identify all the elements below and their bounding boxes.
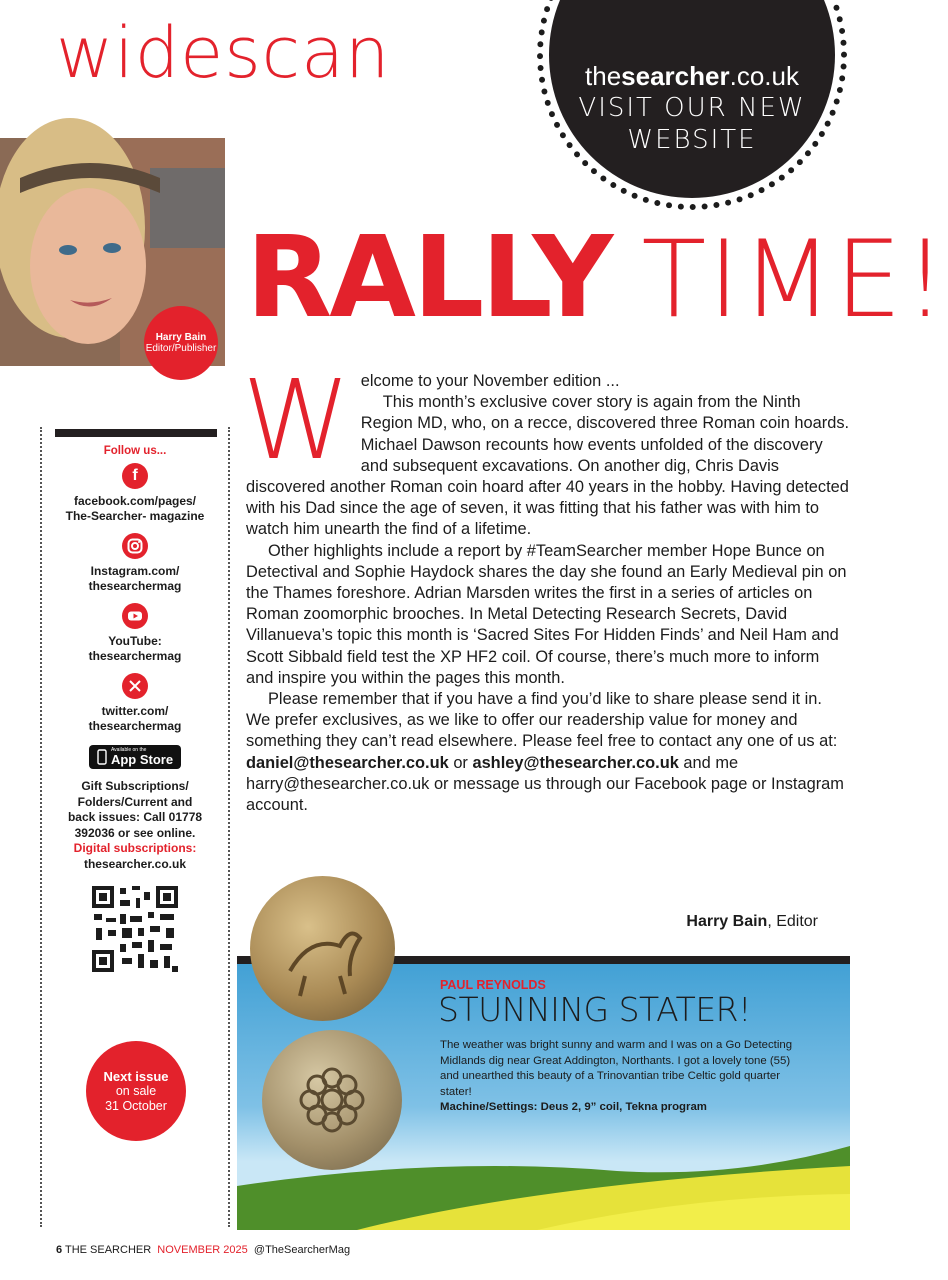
next-issue-badge: [86, 1041, 186, 1141]
feature-settings: Machine/Settings: Deus 2, 9” coil, Tekna program: [440, 1101, 707, 1114]
article-paragraph-2: This month’s exclusive cover story is again from the Ninth Region MD, who, on a recce, discovered three Roman coin hoards. Michael Dawson recounts how events unfolded of the discovery and subsequent excavations. On another dig, Chris Davis discovered another Roman coin hoard after 40 years in the hobby. Having detected with his Dad since the age of seven, it was fitting that his father was with him to watch him unearth the find of a lifetime.: [246, 393, 850, 539]
promo-line-1: VISIT OUR NEW: [578, 93, 806, 123]
twitter-link[interactable]: twitter.com/ thesearchermag: [88, 704, 182, 733]
promo-line-2: WEBSITE: [627, 125, 757, 155]
page-number: 6: [56, 1244, 63, 1256]
instagram-icon[interactable]: [122, 533, 148, 559]
coin-obverse-photo: [250, 876, 395, 1021]
article-paragraph-4: Please remember that if you have a find you’d like to share please send it in. We prefer exclusives, as we like to offer our readership value for money and something they can’t read elsewhere. Please feel free to contact any one of us at: daniel@thesearcher.co.uk or ashley@thesearcher.co.uk and me harry@thesearcher.co.uk or message us through our Facebook page or Instagram account.: [246, 690, 844, 815]
instagram-link[interactable]: Instagram.com/ thesearchermag: [88, 564, 182, 593]
editor-name: Harry Bain: [155, 332, 207, 343]
footer-magazine: THE SEARCHER: [64, 1244, 152, 1256]
coin-reverse-photo: [262, 1030, 402, 1170]
page-footer: [56, 1244, 350, 1256]
app-store-small: Available on the: [110, 747, 147, 753]
editorial-article: [242, 356, 850, 816]
signoff-name: Harry Bain: [686, 913, 768, 930]
feature-kicker: PAUL REYNOLDS: [440, 978, 546, 992]
headline: [246, 213, 948, 343]
youtube-icon[interactable]: [122, 603, 148, 629]
footer-issue: NOVEMBER 2025: [157, 1244, 248, 1256]
follow-us-label: Follow us...: [103, 445, 167, 457]
feature-body: The weather was bright sunny and warm and I was on a Go Detecting Midlands dig near Great Addington, Northants. I got a lovely tone (55) and unearthed this beauty of a Trinovantian tribe Celtic gold quarter stater! Machine/Settings: Deus 2, 9” coil, Tekna program: [440, 1039, 793, 1114]
editor-role: Editor/Publisher: [145, 343, 217, 354]
x-twitter-icon[interactable]: [122, 673, 148, 699]
sidebar-divider: [55, 429, 217, 437]
section-title: widescan: [56, 12, 391, 94]
next-issue-title: Next issue: [103, 1068, 169, 1084]
article-paragraph-1: elcome to your November edition ...: [360, 372, 620, 390]
website-promo-badge[interactable]: [537, 0, 847, 210]
facebook-icon[interactable]: f: [122, 463, 148, 489]
promo-domain: thesearcher.co.uk: [585, 61, 799, 91]
gift-subscriptions-text: Gift Subscriptions/ Folders/Current and back issues: Call 01778 392036 or see online.: [67, 779, 203, 840]
app-store-big: App Store: [110, 752, 174, 767]
app-store-badge[interactable]: [89, 745, 181, 769]
next-issue-line-1: on sale: [115, 1083, 157, 1098]
headline-bold: RALLY: [246, 213, 611, 343]
sidebar: [40, 427, 230, 1227]
next-issue-line-2: 31 October: [105, 1098, 167, 1113]
youtube-link[interactable]: YouTube: thesearchermag: [88, 634, 182, 663]
email-ashley[interactable]: ashley@thesearcher.co.uk: [472, 753, 679, 772]
article-paragraph-3: Other highlights include a report by #TeamSearcher member Hope Bunce on Detectival and Sophie Haydock shares the day she found an Early Medieval pin on the Thames foreshore. Adrian Marsden writes the first in a series of articles on Roman zoomorphic brooches. In Metal Detecting Research Secrets, David Villanueva’s topic this month is ‘Sacred Sites For Hidden Finds’ and Neil Ham and Scott Sibbald field test the XP HF2 coil. Of course, there’s much more to inform and inspire you within the pages this month.: [246, 541, 847, 687]
qr-code[interactable]: [90, 884, 180, 974]
signoff-role: , Editor: [767, 913, 818, 930]
facebook-link[interactable]: facebook.com/pages/ The-Searcher- magazine: [65, 494, 205, 523]
signoff: [686, 913, 818, 931]
footer-handle[interactable]: @TheSearcherMag: [253, 1244, 351, 1256]
phone-icon: [97, 749, 107, 765]
editor-badge: [144, 306, 218, 380]
digital-subscriptions-site[interactable]: thesearcher.co.uk: [83, 856, 187, 871]
feature-title: STUNNING STATER!: [438, 990, 751, 1029]
email-daniel[interactable]: daniel@thesearcher.co.uk: [246, 753, 449, 772]
headline-light: TIME!: [641, 218, 948, 341]
digital-subscriptions-label: Digital subscriptions:: [73, 841, 197, 855]
drop-cap: W: [242, 356, 351, 484]
